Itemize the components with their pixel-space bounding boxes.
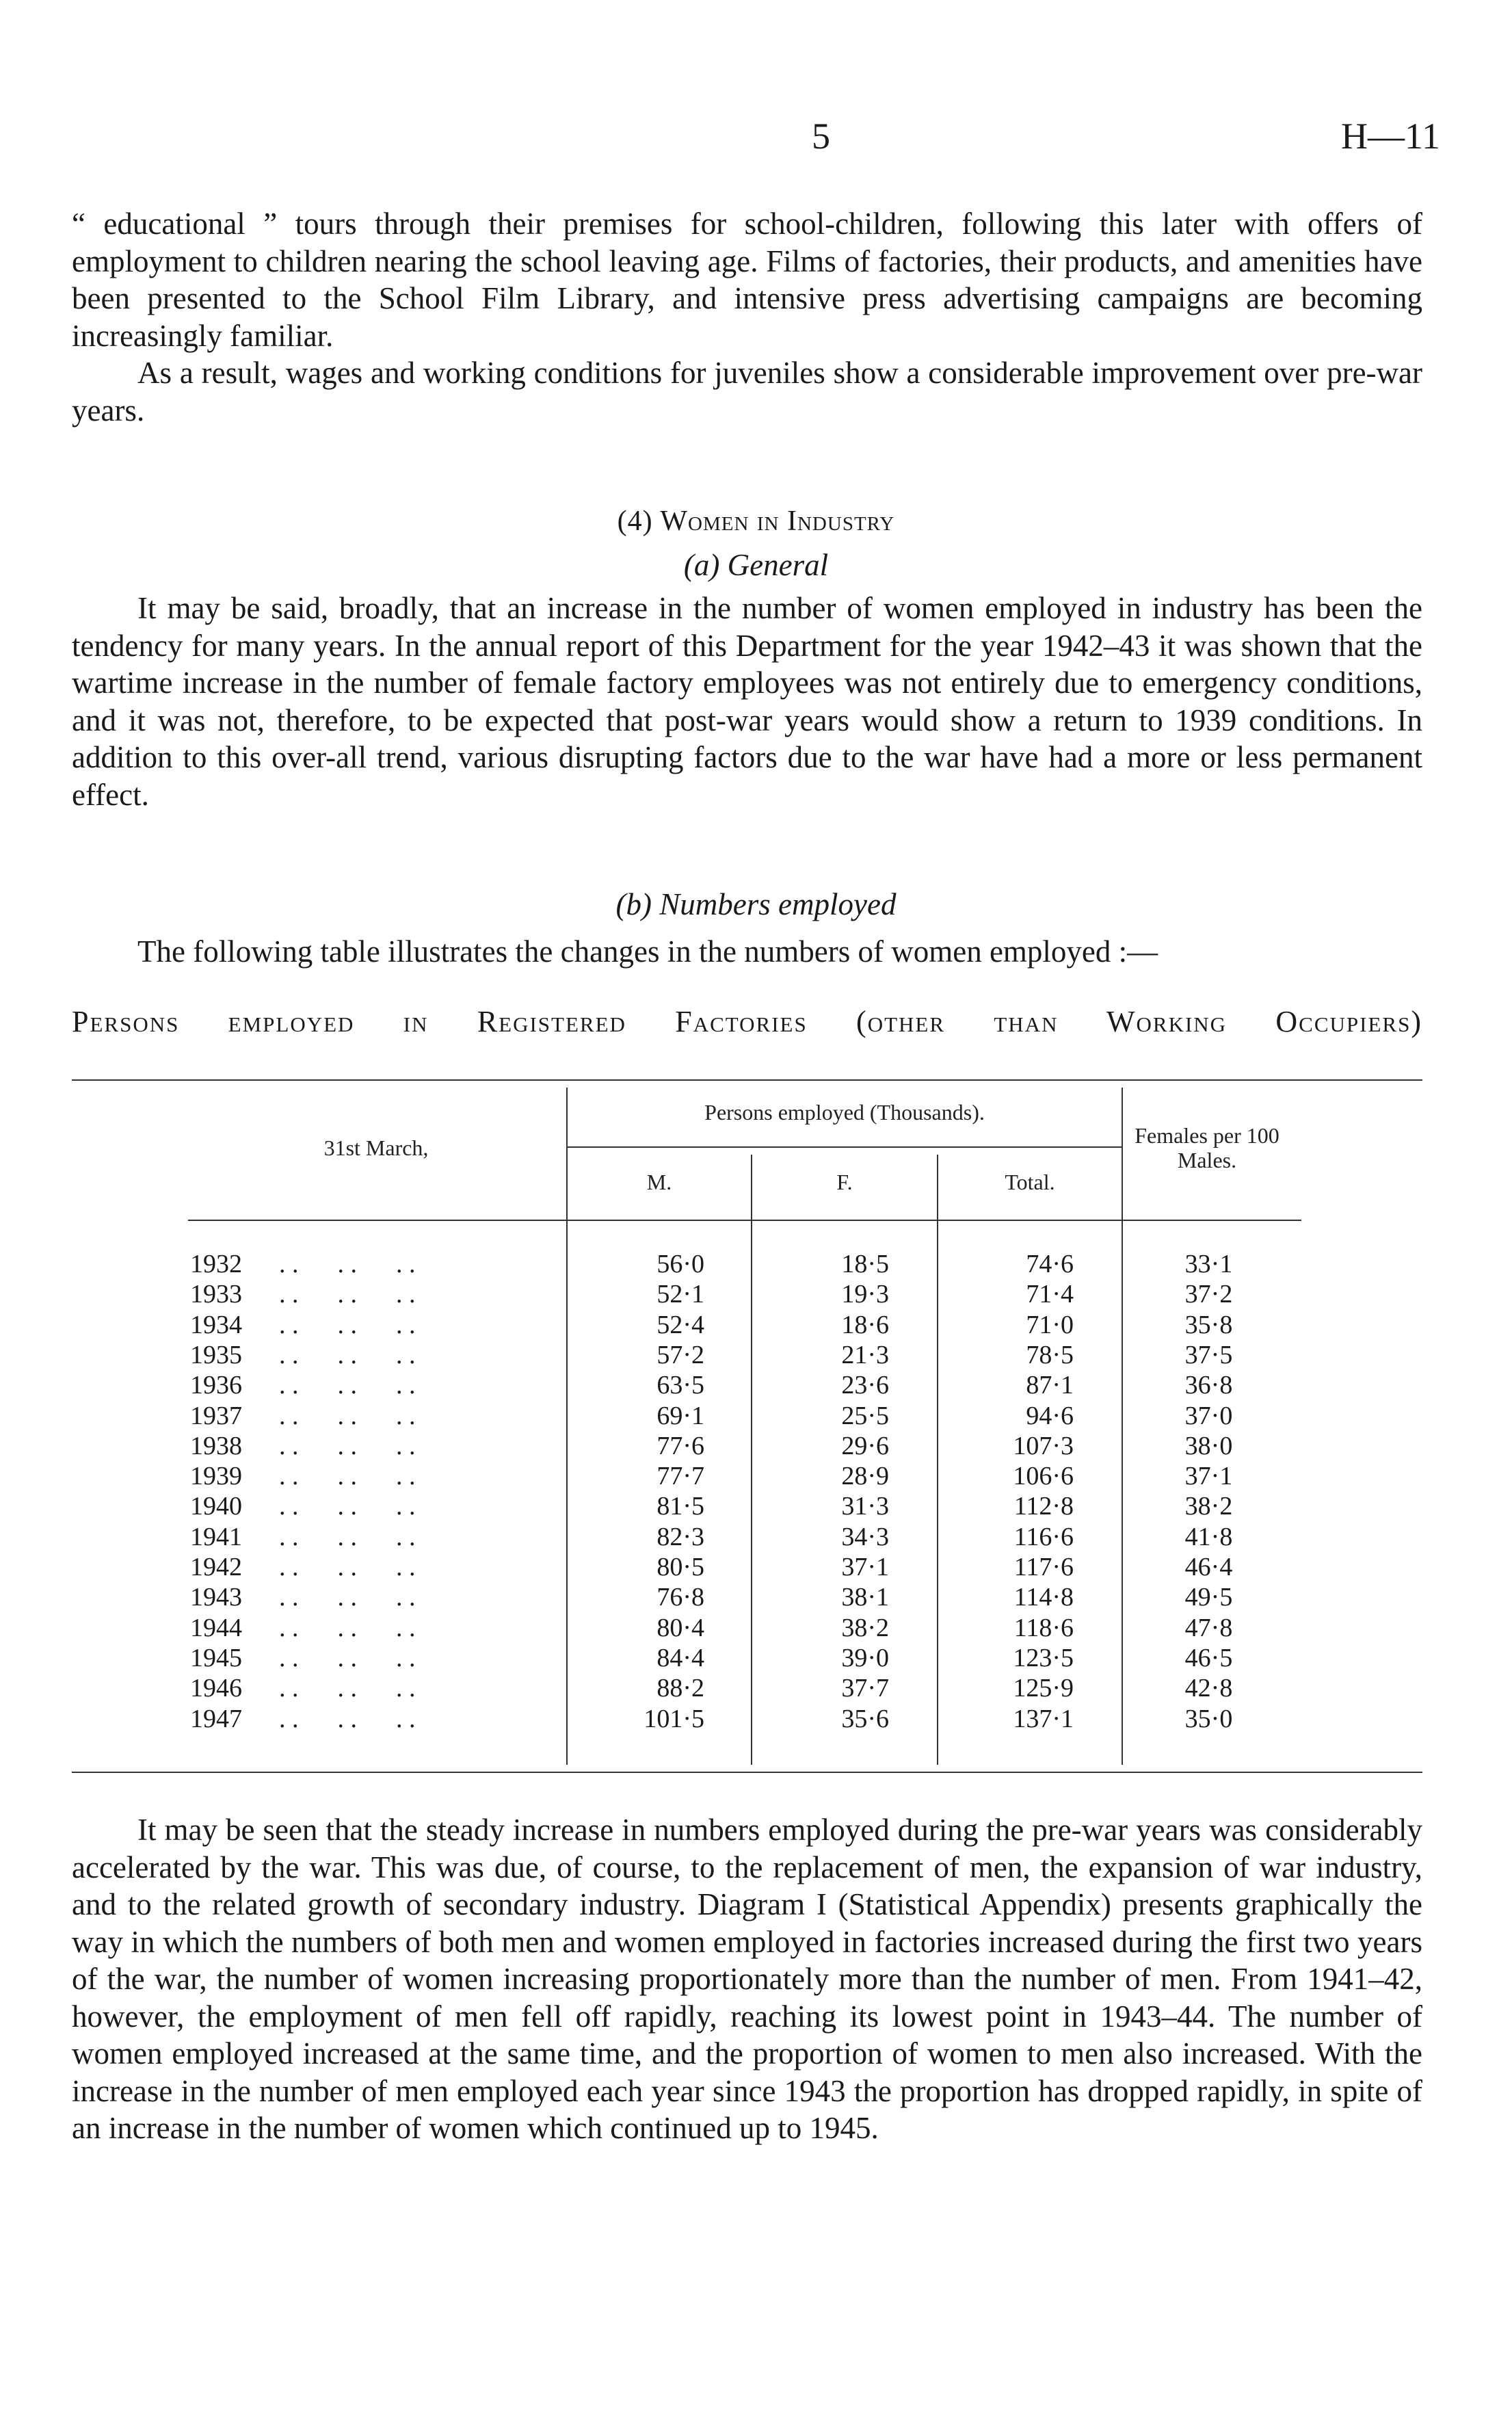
row-leader-dots: . . . . . .	[279, 1280, 416, 1309]
row-f: 19·3	[841, 1280, 889, 1309]
row-leader-dots: . . . . . .	[279, 1644, 416, 1672]
row-year: 1941	[190, 1523, 242, 1551]
row-m: 82·3	[656, 1523, 704, 1551]
row-leader-dots: . . . . . .	[279, 1432, 416, 1460]
row-year: 1935	[190, 1341, 242, 1369]
row-year: 1946	[190, 1674, 242, 1703]
row-ratio: 47·8	[1184, 1614, 1233, 1642]
closing-paragraph: It may be seen that the steady increase in numbers employed during the pre-war years was considerably accelerated by the war. This was due, of course, to the replacement of men, the expansion of war industry, and to the related growth of secondary industry. Diagram I (Statistical Appendix) presents graphically the way in which the numbers of both men and women employed in factories increased during the first two years of the war, the number of women increasing proportionately more than the number of men. From 1941–42, however, the employment of men fell off rapidly, reaching its lowest point in 1943–44. The number of women employed increased at the same time, and the proportion of women to men also increased. With the increase in the number of men employed each year since 1943 the proportion has dropped rapidly, in spite of an increase in the number of women which continued up to 1945.	[72, 1813, 1422, 2145]
row-m: 101·5	[644, 1705, 704, 1733]
column-divider-f	[937, 1155, 938, 1765]
row-f: 35·6	[841, 1705, 889, 1733]
row-total: 117·6	[1013, 1553, 1074, 1581]
header-group-rule	[566, 1146, 1122, 1148]
row-year: 1940	[190, 1492, 242, 1521]
row-total: 125·9	[1013, 1674, 1074, 1703]
row-total: 137·1	[1013, 1705, 1074, 1733]
table-bottom-rule	[72, 1772, 1422, 1773]
row-m: 69·1	[656, 1402, 704, 1430]
row-m: 80·4	[656, 1614, 704, 1642]
column-header-date: 31st March,	[323, 1135, 429, 1160]
row-year: 1944	[190, 1614, 242, 1642]
row-m: 77·6	[656, 1432, 704, 1460]
row-leader-dots: . . . . . .	[279, 1341, 416, 1369]
row-m: 57·2	[656, 1341, 704, 1369]
closing-text	[72, 1811, 1422, 2147]
row-m: 52·1	[656, 1280, 704, 1309]
column-header-ratio: Females per 100 Males.	[1135, 1123, 1279, 1172]
row-year: 1932	[190, 1250, 242, 1278]
row-total: 114·8	[1013, 1583, 1074, 1612]
row-f: 18·5	[841, 1250, 889, 1278]
row-ratio: 46·5	[1184, 1644, 1233, 1672]
row-total: 71·0	[1026, 1311, 1074, 1339]
row-ratio: 37·0	[1184, 1402, 1233, 1430]
row-ratio: 42·8	[1184, 1674, 1233, 1703]
row-total: 78·5	[1026, 1341, 1074, 1369]
row-ratio: 38·2	[1184, 1492, 1233, 1521]
header-bottom-rule	[188, 1220, 1301, 1221]
row-f: 31·3	[841, 1492, 889, 1521]
row-leader-dots: . . . . . .	[279, 1705, 416, 1733]
row-m: 81·5	[656, 1492, 704, 1521]
row-year: 1947	[190, 1705, 242, 1733]
row-f: 38·1	[841, 1583, 889, 1612]
row-f: 18·6	[841, 1311, 889, 1339]
row-total: 87·1	[1026, 1371, 1074, 1399]
row-total: 71·4	[1026, 1280, 1074, 1309]
row-m: 80·5	[656, 1553, 704, 1581]
row-total: 118·6	[1013, 1614, 1074, 1642]
row-leader-dots: . . . . . .	[279, 1583, 416, 1612]
section-heading: (4) Women in Industry	[617, 505, 895, 537]
table-top-rule	[72, 1079, 1422, 1081]
row-leader-dots: . . . . . .	[279, 1371, 416, 1399]
row-m: 52·4	[656, 1311, 704, 1339]
column-header-group: Persons employed (Thousands).	[704, 1100, 985, 1125]
row-ratio: 37·5	[1184, 1341, 1233, 1369]
document-reference: H—11	[1341, 116, 1440, 157]
row-f: 23·6	[841, 1371, 889, 1399]
row-f: 21·3	[841, 1341, 889, 1369]
row-f: 37·1	[841, 1553, 889, 1581]
row-f: 38·2	[841, 1614, 889, 1642]
column-header-m: M.	[646, 1170, 672, 1194]
row-leader-dots: . . . . . .	[279, 1523, 416, 1551]
row-leader-dots: . . . . . .	[279, 1614, 416, 1642]
row-ratio: 41·8	[1184, 1523, 1233, 1551]
subsection-heading-general: (a) General	[683, 548, 829, 582]
row-m: 77·7	[656, 1462, 704, 1490]
row-ratio: 35·8	[1184, 1311, 1233, 1339]
general-paragraph: It may be said, broadly, that an increase in the number of women employed in industry has been the tendency for many years. In the annual report of this Department for the year 1942–43 it was shown that the wartime increase in the number of female factory employees was not entirely due to emergency conditions, and it was not, therefore, to be expected that post-war years would show a return to 1939 conditions. In addition to this over-all trend, various disrupting factors due to the war have had a more or less permanent effect.	[72, 591, 1422, 812]
row-year: 1939	[190, 1462, 242, 1490]
column-divider-m	[751, 1155, 752, 1765]
subsection-heading-numbers: (b) Numbers employed	[615, 887, 897, 921]
row-leader-dots: . . . . . .	[279, 1250, 416, 1278]
row-year: 1933	[190, 1280, 242, 1309]
row-ratio: 37·2	[1184, 1280, 1233, 1309]
row-total: 116·6	[1013, 1523, 1074, 1551]
numbers-intro-paragraph: The following table illustrates the changes in the numbers of women employed :—	[137, 934, 1158, 969]
row-m: 88·2	[656, 1674, 704, 1703]
row-year: 1943	[190, 1583, 242, 1612]
row-leader-dots: . . . . . .	[279, 1492, 416, 1521]
column-divider-total	[1122, 1088, 1123, 1765]
row-leader-dots: . . . . . .	[279, 1311, 416, 1339]
row-leader-dots: . . . . . .	[279, 1402, 416, 1430]
row-year: 1938	[190, 1432, 242, 1460]
row-leader-dots: . . . . . .	[279, 1674, 416, 1703]
row-ratio: 36·8	[1184, 1371, 1233, 1399]
row-f: 29·6	[841, 1432, 889, 1460]
row-m: 56·0	[656, 1250, 704, 1278]
row-m: 84·4	[656, 1644, 704, 1672]
row-ratio: 33·1	[1184, 1250, 1233, 1278]
row-leader-dots: . . . . . .	[279, 1462, 416, 1490]
row-total: 74·6	[1026, 1250, 1074, 1278]
row-ratio: 38·0	[1184, 1432, 1233, 1460]
row-year: 1937	[190, 1402, 242, 1430]
row-total: 123·5	[1013, 1644, 1074, 1672]
row-leader-dots: . . . . . .	[279, 1553, 416, 1581]
row-f: 34·3	[841, 1523, 889, 1551]
row-f: 37·7	[841, 1674, 889, 1703]
row-ratio: 46·4	[1184, 1553, 1233, 1581]
row-year: 1942	[190, 1553, 242, 1581]
row-total: 94·6	[1026, 1402, 1074, 1430]
row-ratio: 37·1	[1184, 1462, 1233, 1490]
row-f: 39·0	[841, 1644, 889, 1672]
page-number: 5	[812, 116, 830, 157]
row-year: 1945	[190, 1644, 242, 1672]
row-m: 63·5	[656, 1371, 704, 1399]
row-year: 1934	[190, 1311, 242, 1339]
row-f: 28·9	[841, 1462, 889, 1490]
intro-paragraph-2: As a result, wages and working conditions for juveniles show a considerable improvement over pre-war years.	[72, 356, 1422, 428]
row-total: 112·8	[1013, 1492, 1074, 1521]
row-total: 106·6	[1013, 1462, 1074, 1490]
row-ratio: 35·0	[1184, 1705, 1233, 1733]
table-title: Persons employed in Registered Factories (other than Working Occupiers)	[72, 1005, 1422, 1038]
row-ratio: 49·5	[1184, 1583, 1233, 1612]
row-f: 25·5	[841, 1402, 889, 1430]
row-year: 1936	[190, 1371, 242, 1399]
row-total: 107·3	[1013, 1432, 1074, 1460]
column-header-total: Total.	[1005, 1170, 1055, 1194]
row-m: 76·8	[656, 1583, 704, 1612]
column-header-f: F.	[836, 1170, 853, 1194]
intro-paragraph-1: “ educational ” tours through their premises for school-children, following this later with offers of employment to children nearing the school leaving age. Films of factories, their products, and amenities have been presented to the School Film Library, and intensive press advertising campaigns are becoming increasingly familiar.	[72, 207, 1422, 353]
